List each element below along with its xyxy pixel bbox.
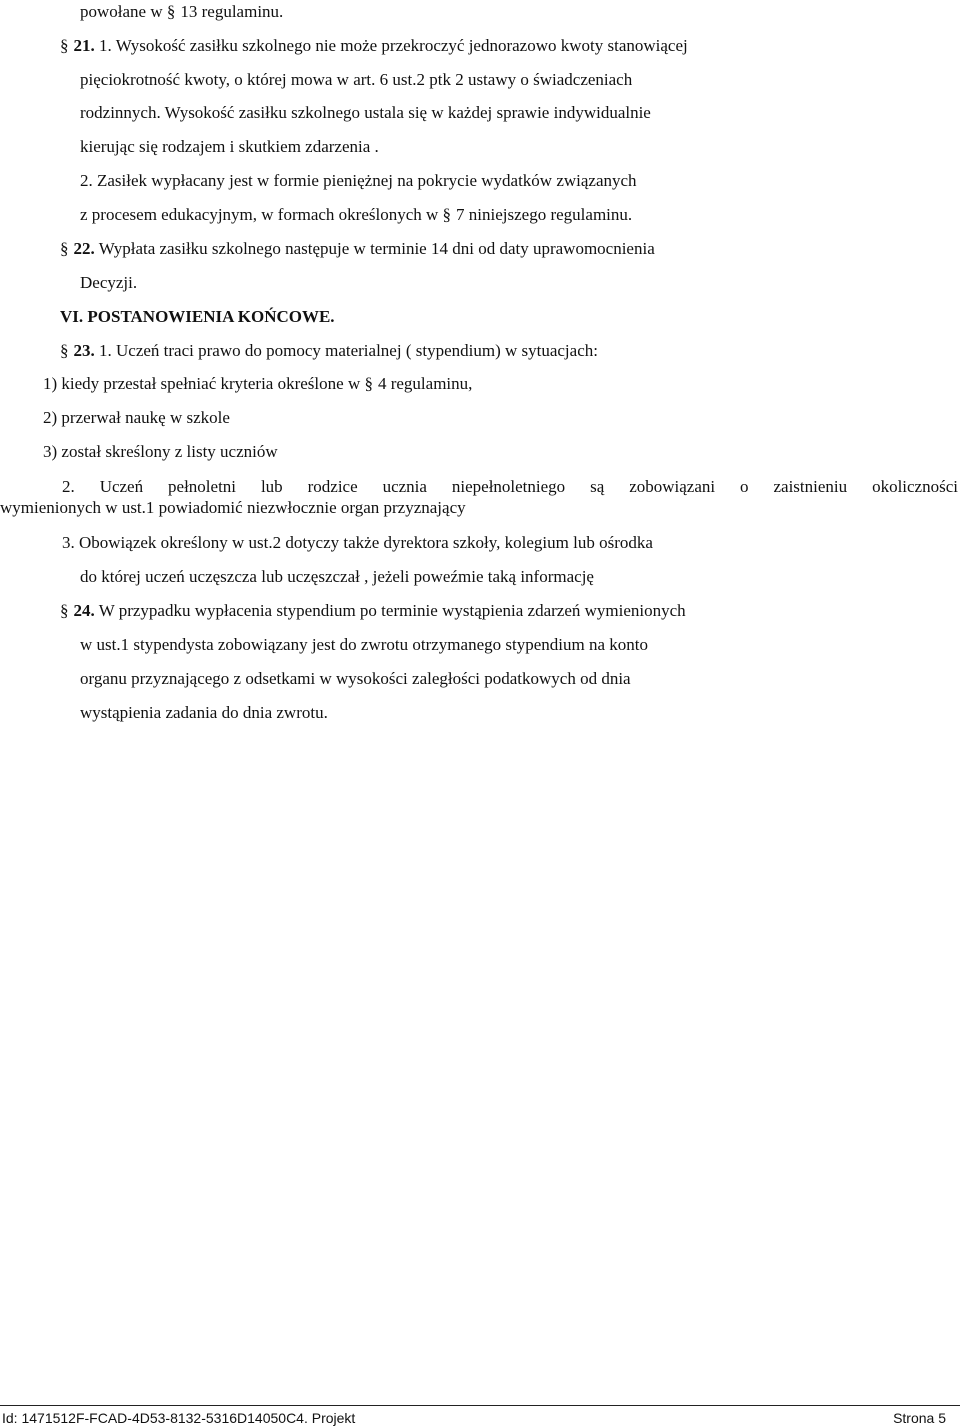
page-number: Strona 5: [893, 1410, 946, 1426]
text-line: 3. Obowiązek określony w ust.2 dotyczy także dyrektora szkoły, kolegium lub ośrodka: [62, 533, 653, 552]
section-sign-icon: §: [60, 601, 69, 620]
section-heading: VI. POSTANOWIENIA KOŃCOWE.: [60, 307, 335, 326]
section-sign-icon: §: [166, 2, 176, 21]
justified-line: 2. Uczeń pełnoletni lub rodzice ucznia niepełnoletniego są zobowiązani o zaistnieniu okoliczności: [62, 477, 958, 496]
paragraph-23: § 23. 1. Uczeń traci prawo do pomocy materialnej ( stypendium) w sytuacjach:: [60, 341, 598, 360]
section-sign-icon: §: [60, 239, 69, 258]
paragraph-21: § 21. 1. Wysokość zasiłku szkolnego nie może przekroczyć jednorazowo kwoty stanowiącej: [60, 36, 688, 55]
text-line: rodzinnych. Wysokość zasiłku szkolnego ustala się w każdej sprawie indywidualnie: [80, 103, 651, 122]
paragraph-24: § 24. W przypadku wypłacenia stypendium po terminie wystąpienia zdarzeń wymienionych: [60, 601, 686, 620]
text-line: wystąpienia zadania do dnia zwrotu.: [80, 703, 328, 722]
footer-divider: [0, 1405, 960, 1406]
text-line: organu przyznającego z odsetkami w wysokości zaległości podatkowych od dnia: [80, 669, 631, 688]
document-id: Id: 1471512F-FCAD-4D53-8132-5316D14050C4. Projekt: [2, 1410, 356, 1426]
text-line: w ust.1 stypendysta zobowiązany jest do zwrotu otrzymanego stypendium na konto: [80, 635, 648, 654]
section-sign-icon: §: [60, 36, 69, 55]
text-line: pięciokrotność kwoty, o której mowa w art. 6 ust.2 ptk 2 ustawy o świadczeniach: [80, 70, 633, 89]
text-line: z procesem edukacyjnym, w formach określonych w § 7 niniejszego regulaminu.: [80, 205, 633, 224]
list-item: 3) został skreślony z listy uczniów: [43, 442, 278, 461]
text-line: Decyzji.: [80, 273, 138, 292]
section-sign-icon: §: [60, 341, 69, 360]
text-line: do której uczeń uczęszcza lub uczęszczał , jeżeli poweźmie taką informację: [80, 567, 594, 586]
text-line: wymienionych w ust.1 powiadomić niezwłocznie organ przyznający: [0, 498, 466, 517]
list-item: 1) kiedy przestał spełniać kryteria określone w § 4 regulaminu,: [43, 374, 473, 393]
text-line: 2. Zasiłek wypłacany jest w formie pieniężnej na pokrycie wydatków związanych: [80, 171, 637, 190]
text-line: powołane w § 13 regulaminu.: [80, 2, 284, 21]
text-line: kierując się rodzajem i skutkiem zdarzenia .: [80, 137, 379, 156]
section-sign-icon: §: [364, 374, 373, 393]
section-sign-icon: §: [442, 205, 452, 224]
paragraph-22: § 22. Wypłata zasiłku szkolnego następuje w terminie 14 dni od daty uprawomocnienia: [60, 239, 655, 258]
list-item: 2) przerwał naukę w szkole: [43, 408, 230, 427]
